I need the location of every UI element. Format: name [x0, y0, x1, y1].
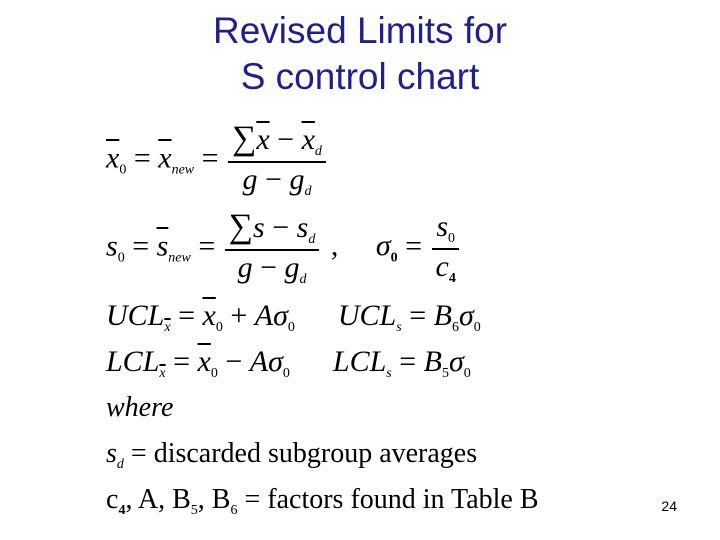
- title-line-1: Revised Limits for: [212, 10, 508, 51]
- s0-formula: $s_0 = \overline{s}_{new}$ = $\frac{\sum s - s_d}{g - g_d}$ , $\sigma_0$ = $\frac{s_0}{c_4}$: [106, 210, 462, 287]
- factors-definition: $c_4$, A, $B_5$, $B_6$ = factors found in Table B: [106, 484, 539, 518]
- sd-definition: $s_d$ = discarded subgroup averages: [106, 438, 478, 472]
- page-number: 24: [661, 498, 677, 514]
- title-line-2: S control chart: [240, 56, 480, 97]
- x0-fraction: $\frac{\sum\overline{x} - \overline{x}_d}{g - g_d}$: [228, 122, 326, 199]
- where-label: where: [106, 392, 174, 423]
- ucl-formulas: $UCL_{\overline{x}} = \overline{x}_0 + A\sigma_0$ $UCL_s = B_6\sigma_0$: [106, 299, 481, 335]
- lcl-formulas: $LCL_{\overline{x}} = \overline{x}_0 - A\sigma_0$ $LCL_s = B_5\sigma_0$: [106, 345, 471, 381]
- factors-definition-text: = factors found in Table B: [244, 484, 539, 515]
- s0-fraction: $\frac{\sum s - s_d}{g - g_d}$: [225, 210, 320, 287]
- x0-formula: $\overline{x}_0 = \overline{x}_{new}$ = $\frac{\sum\overline{x} - \overline{x}_d}{g - g_d}$: [106, 122, 328, 199]
- sigma0-fraction: $\frac{s_0}{c_4}$: [432, 212, 460, 286]
- sd-definition-text: = discarded subgroup averages: [130, 438, 478, 469]
- slide-title: [0, 8, 720, 100]
